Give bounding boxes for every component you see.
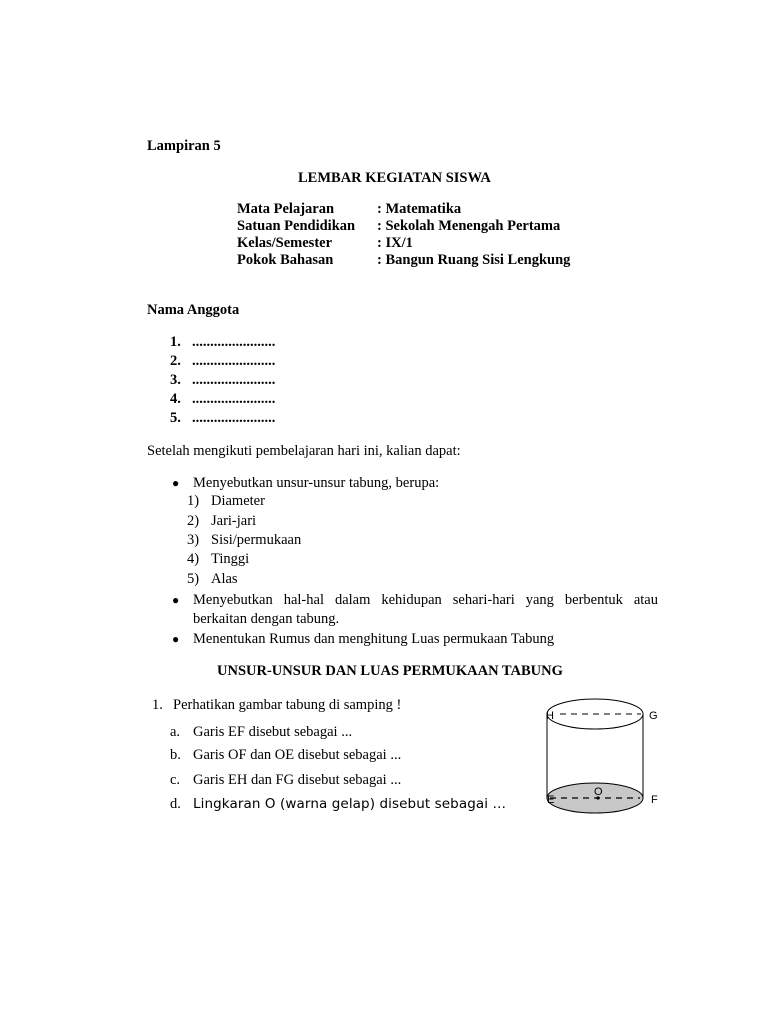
info-value: : Sekolah Menengah Pertama [377,218,561,234]
sub-text: Jari-jari [211,513,257,529]
question-text: Perhatikan gambar tabung di samping ! [173,697,402,713]
question-part [170,723,353,741]
info-label: Satuan Pendidikan [237,218,356,234]
objective-item-line1: Menyebutkan hal-hal dalam kehidupan sehari-hari yang berbentuk atau [193,592,658,608]
sub-item [187,492,265,510]
sub-number: 1) [187,493,200,509]
list-item [170,371,276,389]
item-number: 5. [170,410,181,426]
sub-number: 3) [187,532,200,548]
item-number: 3. [170,372,181,388]
bullet-icon: ● [172,593,180,607]
info-value: : IX/1 [377,235,413,251]
sub-text: Sisi/permukaan [211,532,302,548]
name-blank: ....................... [192,391,276,407]
bullet-icon: ● [172,632,180,646]
part-text: Garis EF disebut sebagai ... [193,724,353,740]
sub-item [187,570,238,588]
label-e: E [547,794,555,806]
info-row [237,200,461,218]
objectives-intro: Setelah mengikuti pembelajaran hari ini, kalian dapat: [147,443,461,459]
list-item [170,390,276,408]
list-item [170,352,276,370]
sub-item [187,550,250,568]
name-blank: ....................... [192,410,276,426]
question-part [170,795,507,813]
cylinder-figure [540,692,690,822]
sub-text: Tinggi [211,551,250,567]
info-label: Pokok Bahasan [237,252,334,268]
info-row [237,234,413,252]
objective-item: Menentukan Rumus dan menghitung Luas permukaan Tabung [193,631,555,647]
list-item [170,333,276,351]
bullet-icon: ● [172,476,180,490]
name-blank: ....................... [192,334,276,350]
part-text: Garis OF dan OE disebut sebagai ... [193,747,402,763]
name-blank: ....................... [192,372,276,388]
part-text: Lingkaran O (warna gelap) disebut sebagai … [193,796,507,812]
sub-text: Diameter [211,493,265,509]
sub-text: Alas [211,571,238,587]
part-letter: b. [170,747,181,763]
list-item [170,409,276,427]
page-title: LEMBAR KEGIATAN SISWA [298,170,491,186]
info-value: : Matematika [377,201,462,217]
label-g: G [649,710,658,722]
label-h: H [546,710,554,722]
item-number: 2. [170,353,181,369]
part-letter: c. [170,772,181,788]
objective-item: Menyebutkan unsur-unsur tabung, berupa: [193,475,440,491]
item-number: 1. [170,334,181,350]
question-number: 1. [152,697,163,713]
info-label: Mata Pelajaran [237,201,335,217]
label-o: O [594,786,603,798]
members-heading: Nama Anggota [147,302,240,318]
question-part [170,771,402,789]
name-blank: ....................... [192,353,276,369]
part-letter: a. [170,724,181,740]
sub-number: 2) [187,513,200,529]
sub-number: 5) [187,571,200,587]
info-value: : Bangun Ruang Sisi Lengkung [377,252,571,268]
part-letter: d. [170,796,181,812]
question-part [170,746,402,764]
section-title: UNSUR-UNSUR DAN LUAS PERMUKAAN TABUNG [217,663,563,679]
info-row [237,217,560,235]
appendix-label: Lampiran 5 [147,138,221,154]
objective-item-line2: berkaitan dengan tabung. [193,611,340,627]
sub-item [187,531,302,549]
part-text: Garis EH dan FG disebut sebagai ... [193,772,402,788]
sub-number: 4) [187,551,200,567]
item-number: 4. [170,391,181,407]
sub-item [187,512,257,530]
info-label: Kelas/Semester [237,235,333,251]
info-row [237,251,570,269]
label-f: F [651,794,658,806]
